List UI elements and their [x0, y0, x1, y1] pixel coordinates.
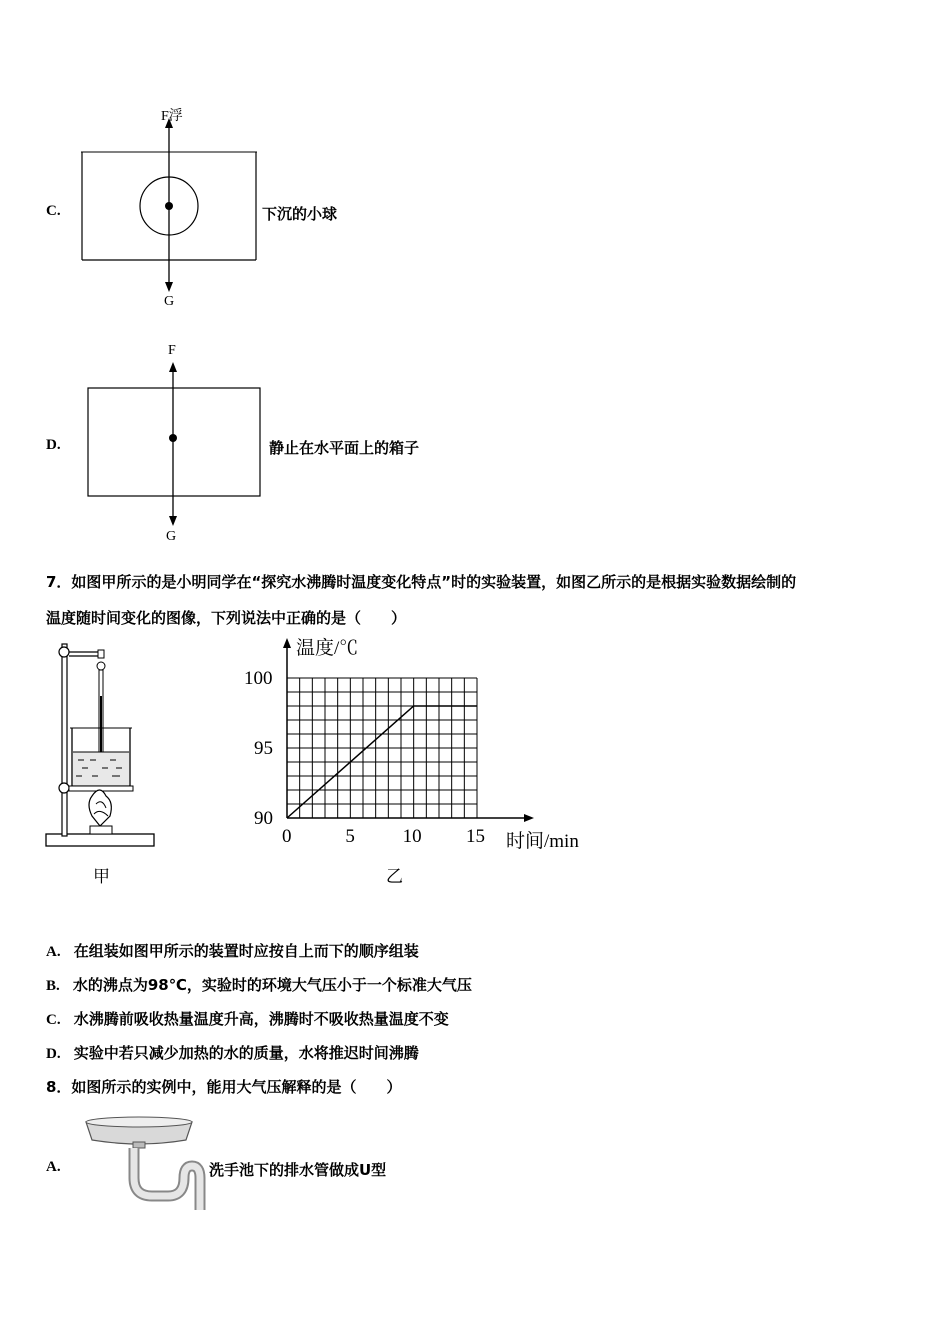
q7-option-d-text: 实验中若只减少加热的水的质量，水将推迟时间沸腾 [73, 1044, 419, 1062]
option-c-caption: 下沉的小球 [262, 205, 338, 223]
sinking-ball-diagram [70, 100, 270, 315]
y-axis-arrow [283, 638, 291, 648]
q7-option-b-letter: B. [46, 978, 60, 994]
q7-option-a-letter: A. [46, 944, 61, 960]
q8-option-a-letter: A. [46, 1159, 61, 1175]
q7-option-b[interactable] [46, 974, 472, 995]
chart-axes [283, 638, 534, 822]
chart-xlabel: 时间/min [506, 831, 579, 852]
x-axis-arrow [524, 814, 534, 822]
option-d-caption: 静止在水平面上的箱子 [269, 439, 420, 457]
y-tick-label: 90 [254, 808, 273, 829]
x-tick-label: 5 [345, 826, 355, 847]
option-c-letter: C. [46, 203, 61, 219]
chart-grid [287, 678, 477, 818]
q7-option-c-letter: C. [46, 1012, 61, 1028]
figure-yi-label: 乙 [386, 867, 403, 886]
q7-option-a[interactable] [46, 940, 419, 961]
y-tick-label: 100 [244, 668, 273, 689]
q7-option-b-text: 水的沸点为98℃，实验时的环境大气压小于一个标准大气压 [72, 976, 472, 994]
box-outline [88, 388, 260, 496]
option-d-letter: D. [46, 437, 61, 453]
force-up-label-d: F [168, 343, 176, 358]
force-down-label-d: G [166, 529, 177, 544]
force-up-label-c: F浮 [161, 109, 183, 124]
temperature-time-chart [240, 632, 600, 862]
q8-option-a-text: 洗手池下的排水管做成U型 [209, 1161, 387, 1179]
x-tick-label: 0 [282, 826, 292, 847]
q7-option-d-letter: D. [46, 1046, 61, 1062]
question-7-line-1: 7．如图甲所示的是小明同学在“探究水沸腾时温度变化特点”时的实验装置，如图乙所示的是根据实验数据绘制的 [46, 573, 797, 591]
q7-option-c[interactable] [46, 1008, 449, 1029]
y-tick-label: 95 [254, 738, 273, 759]
boiling-apparatus-diagram [42, 636, 162, 858]
chart-ylabel: 温度/℃ [296, 638, 359, 659]
x-tick-label: 10 [402, 826, 422, 847]
figure-jia-label: 甲 [93, 867, 110, 886]
resting-box-diagram [80, 338, 270, 548]
q7-option-d[interactable] [46, 1042, 419, 1063]
q7-option-c-text: 水沸腾前吸收热量温度升高，沸腾时不吸收热量温度不变 [73, 1010, 449, 1028]
x-tick-label: 15 [466, 826, 485, 847]
force-down-label-c: G [164, 294, 175, 309]
question-8-text: 8．如图所示的实例中，能用大气压解释的是（ ） [46, 1078, 402, 1096]
q7-option-a-text: 在组装如图甲所示的装置时应按自上而下的顺序组装 [73, 942, 419, 960]
question-7-line-2: 温度随时间变化的图像，下列说法中正确的是（ ） [46, 609, 407, 627]
sink-drain-pipe-diagram [80, 1112, 210, 1214]
